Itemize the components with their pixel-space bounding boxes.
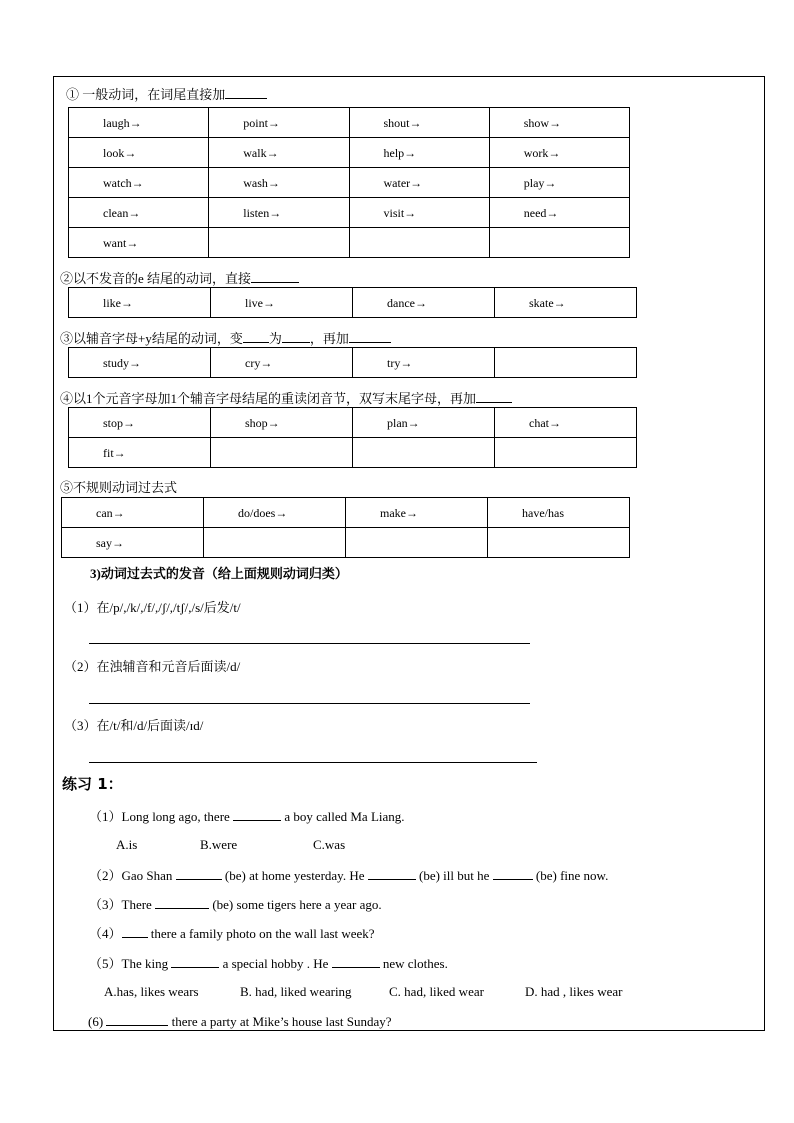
- table-row: [69, 438, 637, 468]
- pronunciation-heading: 3)动词过去式的发音（给上面规则动词归类）: [90, 566, 348, 581]
- answer-blank[interactable]: [225, 86, 267, 99]
- question-5: [89, 955, 448, 972]
- answer-line[interactable]: [89, 703, 530, 704]
- table-row: [62, 528, 630, 558]
- verb-cell[interactable]: work→: [489, 138, 629, 168]
- q5-option-b[interactable]: B. had, liked wearing: [240, 984, 352, 999]
- verb-cell[interactable]: walk→: [209, 138, 349, 168]
- verb-cell[interactable]: listen→: [209, 198, 349, 228]
- question-6: [88, 1013, 392, 1030]
- answer-blank[interactable]: [233, 808, 281, 821]
- table-row: [69, 168, 630, 198]
- verb-cell[interactable]: clean→: [69, 198, 209, 228]
- table-row: [69, 288, 637, 318]
- verb-cell[interactable]: dance→: [353, 288, 495, 318]
- q4-text-b: there a family photo on the wall last week?: [150, 926, 375, 941]
- verb-cell[interactable]: skate→: [495, 288, 637, 318]
- verb-cell[interactable]: [346, 528, 488, 558]
- q5-option-a[interactable]: A.has, likes wears: [104, 984, 199, 999]
- pron-item-1: （1）在/p/,/k/,/f/,/ʃ/,/tʃ/,/s/后发/t/: [64, 600, 241, 615]
- table-row: [69, 108, 630, 138]
- verb-cell[interactable]: laugh→: [69, 108, 209, 138]
- section5-title-text: ⑤不规则动词过去式: [60, 480, 178, 495]
- verb-cell[interactable]: stop→: [69, 408, 211, 438]
- q1-text-b: a boy called Ma Liang.: [284, 809, 405, 824]
- verb-cell[interactable]: need→: [489, 198, 629, 228]
- q1-text-a: （1）Long long ago, there: [89, 809, 230, 824]
- table-row: [69, 198, 630, 228]
- table-row: [69, 228, 630, 258]
- answer-blank[interactable]: [332, 955, 380, 968]
- pron-item-3: （3）在/t/和/d/后面读/ɪd/: [64, 718, 204, 733]
- verb-cell[interactable]: [349, 228, 489, 258]
- verb-cell[interactable]: plan→: [353, 408, 495, 438]
- answer-line[interactable]: [89, 643, 530, 644]
- verb-cell[interactable]: look→: [69, 138, 209, 168]
- q2-text-b: (be) at home yesterday. He: [224, 868, 365, 883]
- verb-cell[interactable]: study→: [69, 348, 211, 378]
- verb-cell[interactable]: [204, 528, 346, 558]
- answer-blank[interactable]: [176, 867, 222, 880]
- answer-blank[interactable]: [171, 955, 219, 968]
- verb-cell[interactable]: [488, 528, 630, 558]
- answer-blank[interactable]: [493, 867, 533, 880]
- verb-cell[interactable]: try→: [353, 348, 495, 378]
- answer-blank[interactable]: [155, 896, 209, 909]
- answer-blank[interactable]: [243, 330, 269, 343]
- pron-item-2: （2）在浊辅音和元音后面读/d/: [64, 659, 241, 674]
- q1-option-a[interactable]: A.is: [116, 837, 138, 852]
- verb-cell[interactable]: [495, 348, 637, 378]
- answer-blank[interactable]: [282, 330, 310, 343]
- q1-option-c[interactable]: C.was: [313, 837, 346, 852]
- section5-table: [61, 497, 630, 558]
- question-4: [89, 925, 375, 942]
- section1-table: [68, 107, 630, 258]
- verb-cell[interactable]: can→: [62, 498, 204, 528]
- section2-table: [68, 287, 637, 318]
- question-3: [89, 896, 382, 913]
- q6-text-a: (6): [88, 1014, 104, 1029]
- verb-cell[interactable]: want→: [69, 228, 209, 258]
- answer-blank[interactable]: [251, 270, 299, 283]
- verb-cell[interactable]: [353, 438, 495, 468]
- section3-title-c: ，再加: [309, 331, 349, 346]
- verb-cell[interactable]: say→: [62, 528, 204, 558]
- section4-title-text: ④以1个元音字母加1个辅音字母结尾的重读闭音节，双写末尾字母，再加: [60, 391, 477, 406]
- q5-text-b: a special hobby . He: [222, 956, 329, 971]
- verb-cell[interactable]: fit→: [69, 438, 211, 468]
- verb-cell[interactable]: chat→: [495, 408, 637, 438]
- q5-option-c[interactable]: C. had, liked wear: [389, 984, 484, 999]
- answer-blank[interactable]: [106, 1013, 168, 1026]
- q5-text-a: （5）The king: [89, 956, 169, 971]
- question-2: [89, 867, 608, 884]
- answer-blank[interactable]: [368, 867, 416, 880]
- verb-cell[interactable]: show→: [489, 108, 629, 138]
- section5-title: [60, 480, 177, 496]
- q2-text-c: (be) ill but he: [419, 868, 490, 883]
- section4-table: [68, 407, 637, 468]
- verb-cell[interactable]: water→: [349, 168, 489, 198]
- exercise-heading: 练习 1：: [62, 775, 123, 793]
- section2-title: [60, 270, 299, 287]
- answer-line[interactable]: [89, 762, 537, 763]
- verb-cell[interactable]: [211, 438, 353, 468]
- section1-title-text: ① 一般动词，在词尾直接加: [66, 87, 226, 102]
- verb-cell[interactable]: visit→: [349, 198, 489, 228]
- verb-cell[interactable]: play→: [489, 168, 629, 198]
- verb-cell[interactable]: shout→: [349, 108, 489, 138]
- answer-blank[interactable]: [476, 390, 512, 403]
- section3-title-a: ③以辅音字母+y结尾的动词，变: [60, 331, 243, 346]
- q3-text-a: （3）There: [89, 897, 152, 912]
- verb-cell[interactable]: cry→: [211, 348, 353, 378]
- q3-text-b: (be) some tigers here a year ago.: [212, 897, 382, 912]
- section2-title-text: ②以不发音的e 结尾的动词，直接: [60, 271, 252, 286]
- section4-title: [60, 390, 512, 407]
- section3-title: [60, 330, 391, 347]
- q4-text-a: （4）: [89, 926, 122, 941]
- q2-text-d: (be) fine now.: [535, 868, 609, 883]
- verb-cell[interactable]: [489, 228, 629, 258]
- table-row: [69, 138, 630, 168]
- table-row: [69, 408, 637, 438]
- verb-cell[interactable]: help→: [349, 138, 489, 168]
- verb-cell[interactable]: [209, 228, 349, 258]
- verb-cell[interactable]: point→: [209, 108, 349, 138]
- verb-cell[interactable]: do/does→: [204, 498, 346, 528]
- section3-table: [68, 347, 637, 378]
- verb-cell[interactable]: wash→: [209, 168, 349, 198]
- question-1: [89, 808, 405, 825]
- q2-text-a: （2）Gao Shan: [89, 868, 173, 883]
- verb-cell[interactable]: shop→: [211, 408, 353, 438]
- q1-option-b[interactable]: B.were: [200, 837, 238, 852]
- verb-cell[interactable]: live→: [211, 288, 353, 318]
- q5-text-c: new clothes.: [382, 956, 448, 971]
- verb-cell[interactable]: make→: [346, 498, 488, 528]
- verb-cell[interactable]: [495, 438, 637, 468]
- section1-title: [66, 86, 267, 103]
- q5-option-d[interactable]: D. had , likes wear: [525, 984, 623, 999]
- q6-text-b: there a party at Mike’s house last Sunday?: [171, 1014, 392, 1029]
- section3-title-b: 为: [268, 331, 282, 346]
- verb-cell[interactable]: have/has: [488, 498, 630, 528]
- verb-cell[interactable]: like→: [69, 288, 211, 318]
- table-row: [69, 348, 637, 378]
- table-row: [62, 498, 630, 528]
- answer-blank[interactable]: [349, 330, 391, 343]
- verb-cell[interactable]: watch→: [69, 168, 209, 198]
- answer-blank[interactable]: [122, 925, 148, 938]
